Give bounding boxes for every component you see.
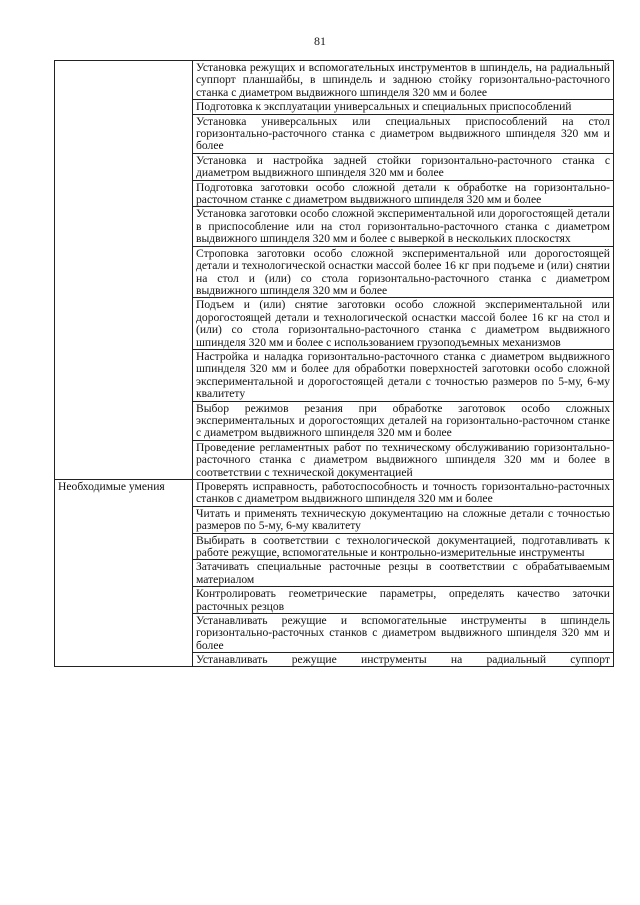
section-label-empty <box>55 61 193 480</box>
table-row <box>55 61 614 100</box>
table-cell: Затачивать специальные расточные резцы в соответствии с обрабатываемым материалом <box>193 560 614 587</box>
table-cell: Контролировать геометрические параметры, определять качество заточки расточных резцов <box>193 587 614 614</box>
page-number: 81 <box>314 34 326 48</box>
table-cell: Настройка и наладка горизонтально-расточного станка с диаметром выдвижного шпинделя 320 мм и более для обработки поверхностей заготовки особо сложной экспериментальной и дорогостоящей детали с точностью размеров по 5-му, 6-му квалитету <box>193 349 614 401</box>
table-cell: Подготовка заготовки особо сложной детали к обработке на горизонтально-расточном станке с диаметром выдвижного шпинделя 320 мм и более <box>193 180 614 207</box>
table-cell: Устанавливать режущие и вспомогательные инструменты в шпиндель горизонтально-расточных станков с диаметром выдвижного шпинделя 320 мм и более <box>193 614 614 653</box>
table-cell: Подготовка к эксплуатации универсальных и специальных приспособлений <box>193 100 614 114</box>
table-cell: Установка универсальных или специальных приспособлений на стол горизонтально-расточного станка с диаметром выдвижного шпинделя 320 мм и более <box>193 114 614 153</box>
table-cell: Проверять исправность, работоспособность и точность горизонтально-расточных станков с диаметром выдвижного шпинделя 320 мм и более <box>193 480 614 507</box>
partial-row-text: Устанавливать режущие инструменты на радиальный суппорт <box>196 654 610 667</box>
table-cell: Выбор режимов резания при обработке заготовок особо сложных экспериментальных и дорогостоящих деталей на горизонтально-расточном станке с диаметром выдвижного шпинделя 320 мм и более <box>193 401 614 440</box>
table-cell: Выбирать в соответствии с технологической документацией, подготавливать к работе режущие, вспомогательные и контрольно-измерительные инструменты <box>193 533 614 560</box>
table-cell: Проведение регламентных работ по техническому обслуживанию горизонтально-расточного станка с диаметром выдвижного шпинделя 320 мм и более в соответствии с технической документацией <box>193 440 614 479</box>
competency-table <box>54 60 614 667</box>
table-cell: Установка заготовки особо сложной экспериментальной или дорогостоящей детали в приспособление или на стол горизонтально-расточного станка с диаметром выдвижного шпинделя 320 мм и более с выверкой в нескольких плоскостях <box>193 207 614 246</box>
table-row <box>55 480 614 507</box>
table-cell-partial <box>193 653 614 667</box>
table-cell: Читать и применять техническую документацию на сложные детали с точностью размеров по 5-му, 6-му квалитету <box>193 506 614 533</box>
table-cell: Подъем и (или) снятие заготовки особо сложной экспериментальной или дорогостоящей детали и технологической оснастки массой более 16 кг на стол и (или) со стола горизонтально-расточного станка с диаметром выдвижного шпинделя 320 мм и более с использованием грузоподъемных механизмов <box>193 298 614 350</box>
table-cell: Установка и настройка задней стойки горизонтально-расточного станка с диаметром выдвижного шпинделя 320 мм и более <box>193 153 614 180</box>
section-label: Необходимые умения <box>55 480 193 667</box>
table-cell: Строповка заготовки особо сложной экспериментальной или дорогостоящей детали и технологической оснастки массой более 16 кг при подъеме и (или) снятии на стол и (или) со стола горизонтально-расточного станка с диаметром выдвижного шпинделя 320 мм и более <box>193 246 614 298</box>
table-cell: Установка режущих и вспомогательных инструментов в шпиндель, на радиальный суппорт планшайбы, в шпиндель и заднюю стойку горизонтально-расточного станка с диаметром выдвижного шпинделя 320 мм и более <box>193 61 614 100</box>
